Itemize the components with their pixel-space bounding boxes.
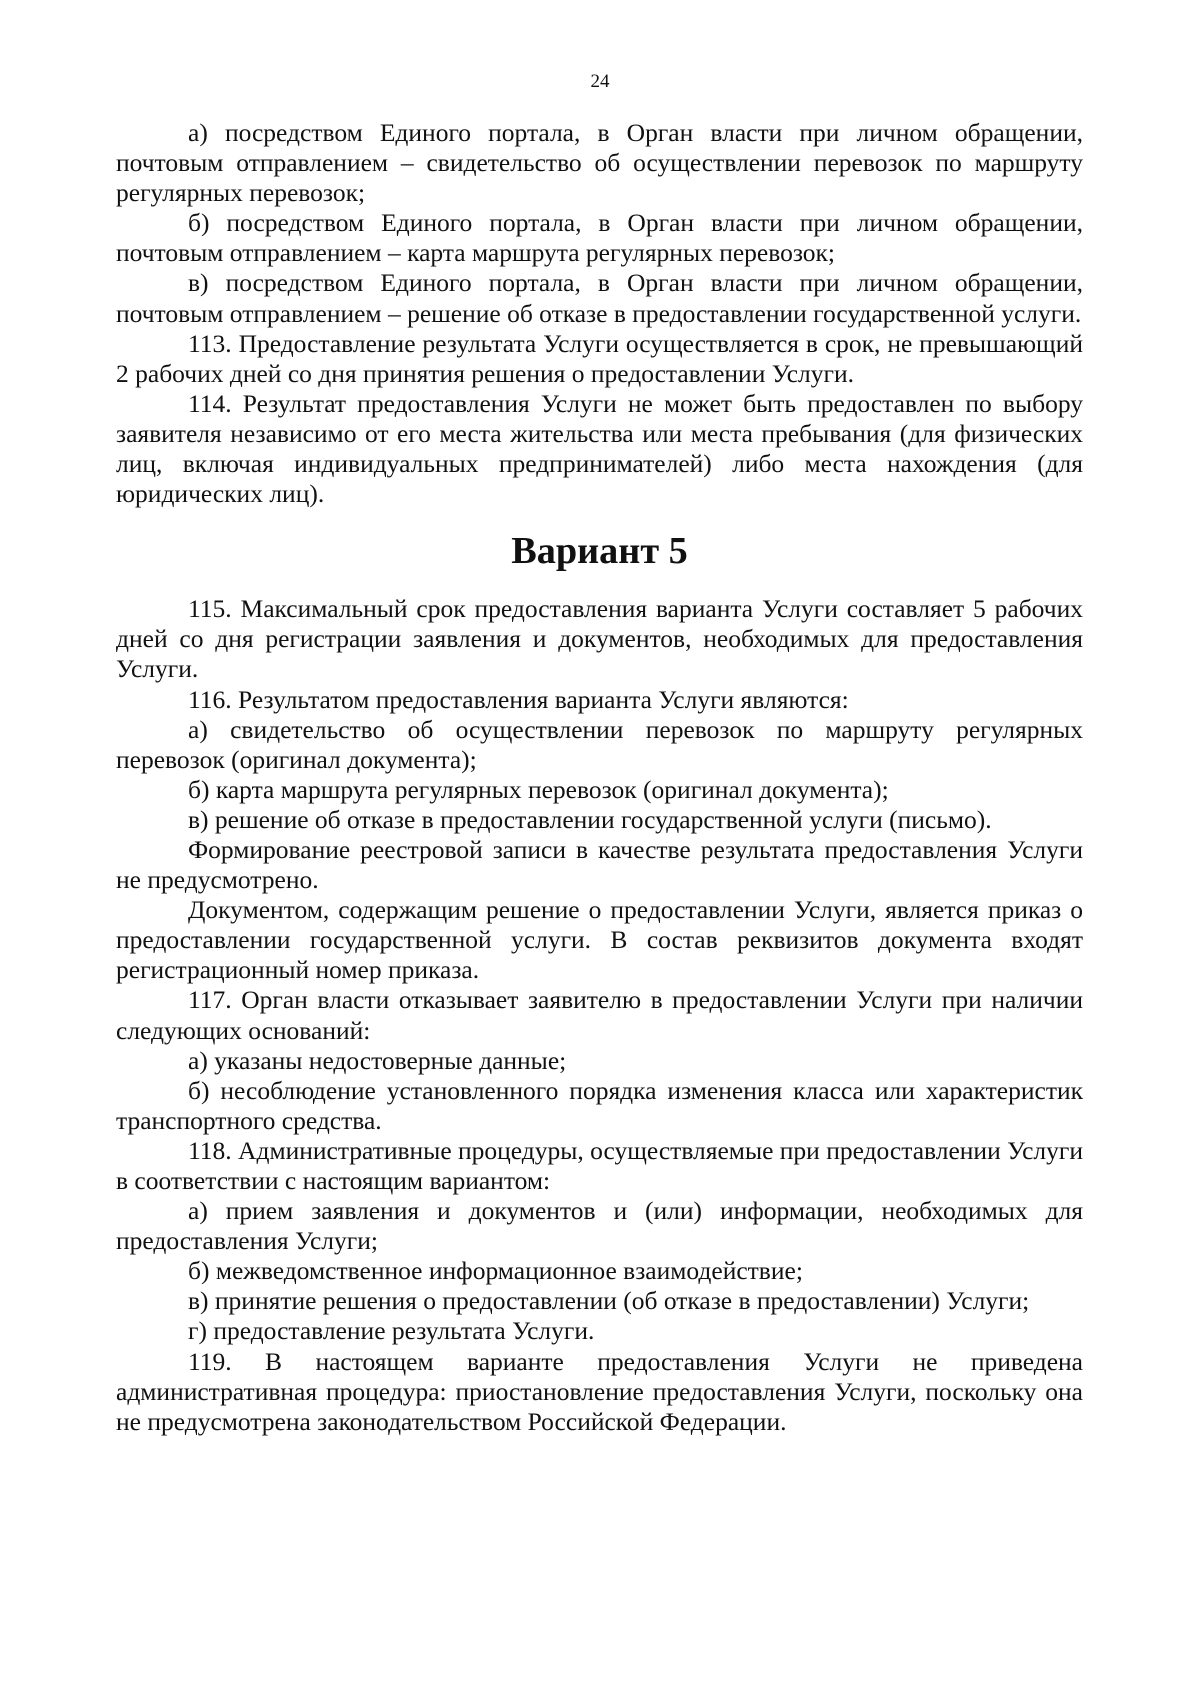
paragraph-118-item-c: в) принятие решения о предоставлении (об отказе в предоставлении) Услуги;: [188, 1286, 1030, 1316]
paragraph-item-b-delivery: б) посредством Единого портала, в Орган власти при личном обращении, почтовым отправлением – карта маршрута регулярных перевозок;: [116, 208, 1083, 268]
paragraph-decision-document: Документом, содержащим решение о предоставлении Услуги, является приказ о предоставлении государственной услуги. В состав реквизитов документа входят регистрационный номер приказа.: [116, 895, 1083, 985]
paragraph-114: 114. Результат предоставления Услуги не может быть предоставлен по выбору заявителя независимо от его места жительства или места пребывания (для физических лиц, включая индивидуальных предпринимателей) либо места нахождения (для юридических лиц).: [116, 388, 1083, 509]
paragraph-113: 113. Предоставление результата Услуги осуществляется в срок, не превышающий 2 рабочих дней со дня принятия решения о предоставлении Услуги.: [116, 328, 1083, 388]
paragraph-116: 116. Результатом предоставления варианта Услуги являются:: [188, 684, 849, 714]
paragraph-118-item-d: г) предоставление результата Услуги.: [188, 1316, 595, 1346]
paragraph-118-item-b: б) межведомственное информационное взаимодействие;: [188, 1256, 803, 1286]
paragraph-118: 118. Административные процедуры, осуществляемые при предоставлении Услуги в соответствии с настоящим вариантом:: [116, 1135, 1083, 1195]
paragraph-117: 117. Орган власти отказывает заявителю в предоставлении Услуги при наличии следующих оснований:: [116, 985, 1083, 1045]
paragraph-116-item-c: в) решение об отказе в предоставлении государственной услуги (письмо).: [188, 804, 992, 834]
paragraph-117-item-b: б) несоблюдение установленного порядка изменения класса или характеристик транспортного средства.: [116, 1075, 1083, 1135]
paragraph-117-item-a: а) указаны недостоверные данные;: [188, 1045, 567, 1075]
paragraph-registry-note: Формирование реестровой записи в качестве результата предоставления Услуги не предусмотрено.: [116, 834, 1083, 895]
paragraph-115: 115. Максимальный срок предоставления варианта Услуги составляет 5 рабочих дней со дня регистрации заявления и документов, необходимых для предоставления Услуги.: [116, 594, 1083, 684]
page-number: 24: [590, 71, 610, 92]
paragraph-item-c-delivery: в) посредством Единого портала, в Орган власти при личном обращении, почтовым отправлением – решение об отказе в предоставлении государственной услуги.: [116, 268, 1083, 328]
document-body: [116, 118, 1083, 1437]
section-heading: Вариант 5: [511, 530, 688, 573]
paragraph-116-item-a: а) свидетельство об осуществлении перевозок по маршруту регулярных перевозок (оригинал документа);: [116, 714, 1083, 774]
paragraph-116-item-b: б) карта маршрута регулярных перевозок (оригинал документа);: [188, 774, 889, 804]
paragraph-item-a-delivery: а) посредством Единого портала, в Орган власти при личном обращении, почтовым отправлением – свидетельство об осуществлении перевозок по маршруту регулярных перевозок;: [116, 118, 1083, 208]
paragraph-118-item-a: а) прием заявления и документов и (или) информации, необходимых для предоставления Услуги;: [116, 1196, 1083, 1256]
paragraph-119: 119. В настоящем варианте предоставления Услуги не приведена административная процедура: приостановление предоставления Услуги, поскольку она не предусмотрена законодательством Российской Федерации.: [116, 1346, 1083, 1436]
